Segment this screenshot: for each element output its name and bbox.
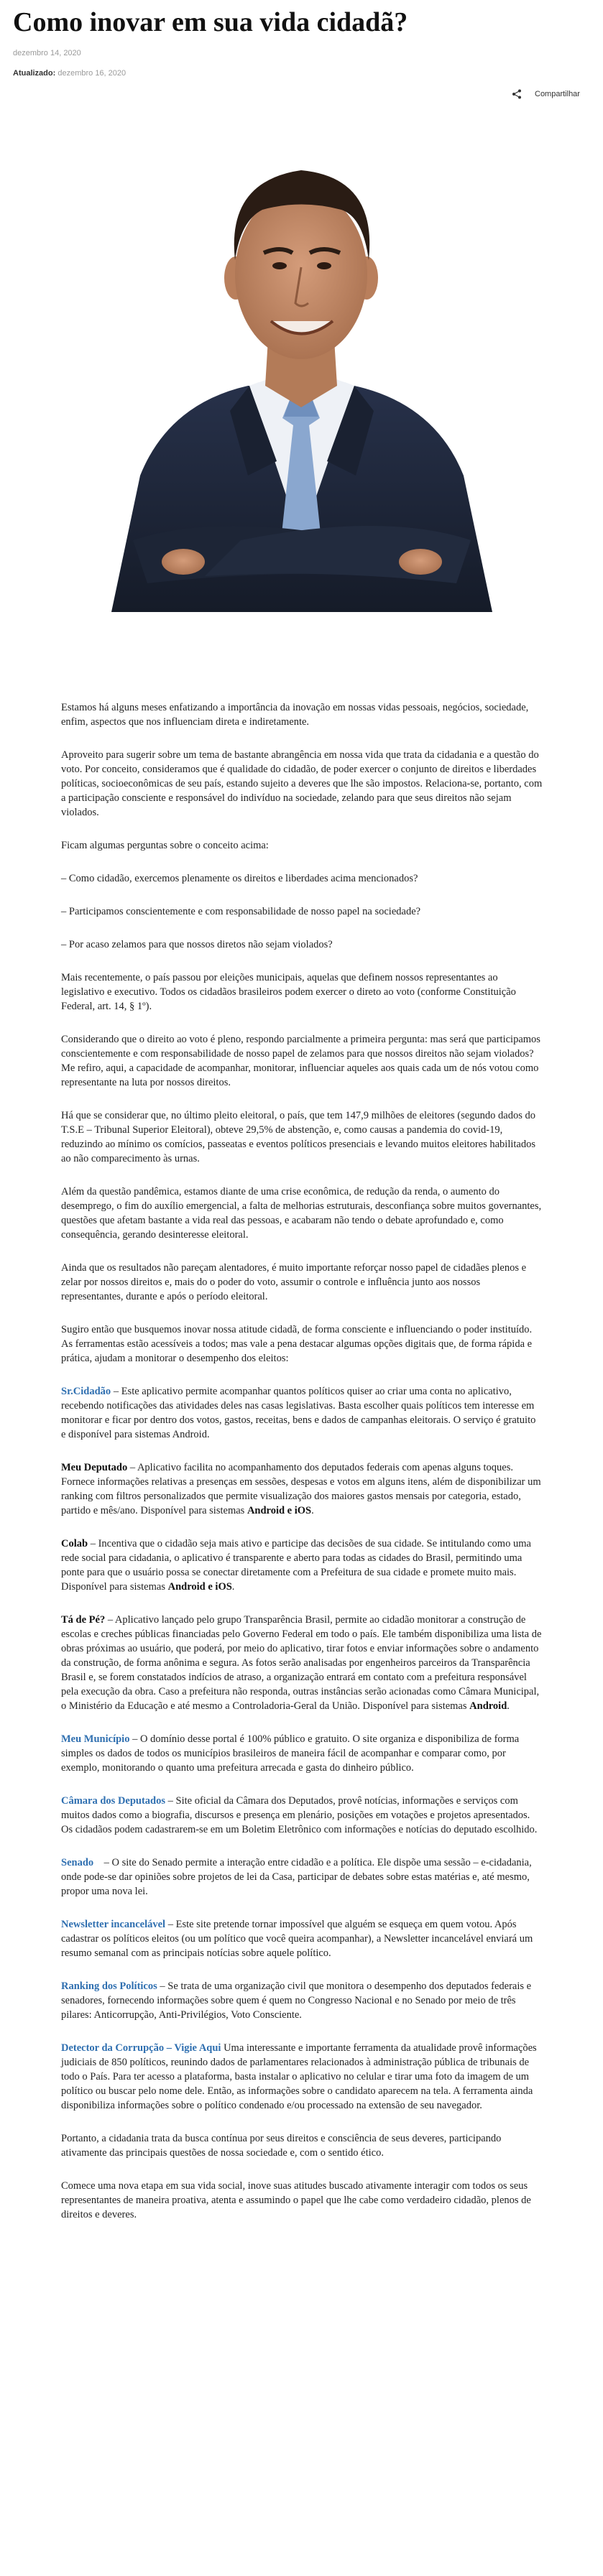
paragraph: Há que se considerar que, no último pleito eleitoral, o país, que tem 147,9 milhões de eleitores (segundo dados do T.S.E – Tribunal Superior Eleitoral), obteve 29,5% de abstenção, e, como causas a pandemia do covid-19, reduzindo ao mínimo os comícios, passeatas e eventos políticos presenciais e levando muitos eleitores habilitados ao não comparecimento às urnas. — [61, 1110, 535, 1164]
tool-description: – Site oficial da Câmara dos Deputados, provê notícias, informações e serviços com muitos dados como a biografia, discursos e presença em plenário, posições em votações e projetos apresentados. Os cidadãos podem cadastrarem-se em um Boletim Eletrônico com informações e notícias do deputado escolhido. — [61, 1795, 538, 1835]
paragraph: Estamos há alguns meses enfatizando a importância da inovação em nossas vidas pessoais, negócios, sociedade, enfim, aspectos que nos influenciam direta e indiretamente. — [61, 702, 529, 728]
tool-description-end: . — [311, 1505, 314, 1516]
tool-name-meu-deputado: Meu Deputado — [61, 1462, 128, 1473]
tool-link-meu-municipio[interactable]: Meu Município — [61, 1733, 130, 1745]
tool-link-ranking-dos-politicos[interactable]: Ranking dos Políticos — [61, 1980, 157, 1992]
tool-name-ta-de-pe: Tá de Pé? — [61, 1614, 106, 1626]
paragraph: Comece uma nova etapa em sua vida social, inove suas atitudes buscado ativamente interagir com todos os seus representantes de maneira proativa, atenta e assumindo o papel que lhe cabe como verdadeiro cidadão, plenos de direitos e deveres. — [61, 2180, 531, 2220]
author-portrait-image — [61, 138, 541, 612]
paragraph: Além da questão pandêmica, estamos diante de uma crise econômica, de redução da renda, o aumento do desemprego, o fim do auxílio emergencial, a falta de melhorias estruturais, desconfiança sobre muitos governantes, questões que afetam bastante a vida real das pessoas, e acabaram não tendo o debate aprofundado e, como consequência, gerando desinteresse eleitoral. — [61, 1186, 542, 1241]
paragraph: Portanto, a cidadania trata da busca contínua por seus direitos e consciência de seus deveres, participando ativamente das principais questões de nossa sociedade e, com o sentido ético. — [61, 2133, 502, 2159]
tool-description-end: . — [507, 1700, 510, 1712]
updated-date — [13, 69, 126, 78]
tool-platforms: Android e iOS — [167, 1581, 232, 1593]
updated-label: Atualizado: — [13, 69, 56, 78]
tool-item-ranking-dos-politicos — [61, 1979, 543, 2022]
tool-description: – O domínio desse portal é 100% público e gratuito. O site organiza e disponibiliza de forma simples os dados de todos os municípios brasileiros de maneira fácil de acompanhar e comparar como, por exemplo, monitorando o quanto uma prefeitura arrecada e gasta do dinheiro público. — [61, 1733, 520, 1774]
tool-link-senado[interactable]: Senado — [61, 1857, 94, 1868]
share-button[interactable] — [512, 89, 580, 99]
tool-description: – Incentiva que o cidadão seja mais ativo e participe das decisões de sua cidade. Se intitulando como uma rede social para cidadania, o aplicativo é transparente e aberto para todas as cidades do Brasil, permitindo uma ponte para que o usuário possa se conectar diretamente com a Prefeitura de sua cidade e promete muito mais. Disponível para sistemas — [61, 1538, 531, 1593]
tool-item-sr-cidadao — [61, 1384, 543, 1442]
tool-link-newsletter[interactable]: Newsletter incancelável — [61, 1919, 166, 1930]
paragraph: Considerando que o direito ao voto é pleno, respondo parcialmente a primeira pergunta: mas será que participamos conscientemente e com responsabilidade de nosso papel de zelamos para que nossos direitos não sejam violados? Me refiro, aqui, a capacidade de acompanhar, monitorar, influenciar aqueles aos quais cada um de nós votou como representante na luta por nossos direitos. — [61, 1034, 540, 1088]
tool-platforms: Android — [469, 1700, 507, 1712]
tool-item-camara-dos-deputados — [61, 1794, 543, 1837]
tool-link-sr-cidadao[interactable]: Sr.Cidadão — [61, 1386, 111, 1397]
paragraph: – Como cidadão, exercemos plenamente os direitos e liberdades acima mencionados? — [61, 873, 418, 884]
paragraph: Ainda que os resultados não pareçam alentadores, é muito importante reforçar nosso papel de cidadães plenos e zelar por nossos direitos e, mais do o poder do voto, assumir o controle e influência junto aos nossos representantes, durante e após o período eleitoral. — [61, 1262, 527, 1302]
tool-item-meu-deputado — [61, 1460, 543, 1518]
paragraph: Sugiro então que busquemos inovar nossa atitude cidadã, de forma consciente e influenciando o poder instituído. As ferramentas estão acessíveis a todos; mas vale a pena destacar algumas opções digitais que, de forma rápida e prática, ajudam a monitorar o desempenho dos eleitos: — [61, 1324, 533, 1364]
tool-description: – Aplicativo facilita no acompanhamento dos deputados federais com apenas alguns toques. Fornece informações relativas a presenças em sessões, despesas e votos em alguns itens, além de disponibilizar um ranking com filtros personalizados que permite visualização dos maiores gastos mensais por categoria, estado, partido e mês/ano. Disponível para sistemas — [61, 1462, 541, 1516]
paragraph: – Por acaso zelamos para que nossos diretos não sejam violados? — [61, 939, 333, 950]
tool-description: – Este site pretende tornar impossível que alguém se esqueça em quem votou. Após cadastrar os políticos eleitos (ou um político que você queira acompanhar), a Newsletter incancelável enviará um resumo semanal com as principais notícias sobre aquele político. — [61, 1919, 533, 1959]
paragraph: Aproveito para sugerir sobre um tema de bastante abrangência em nossa vida que trata da cidadania e a questão do voto. Por conceito, consideramos que é qualidade do cidadão, de poder exercer o conjunto de direitos e liberdades políticas, socioeconômicas de seu país, estando sujeito a deveres que lhe são impostos. Relaciona-se, portanto, com a participação consciente e responsável do indivíduo na sociedade, zelando para que seus direitos não sejam violados. — [61, 749, 543, 818]
author-photo — [61, 138, 541, 612]
share-icon — [512, 89, 522, 99]
tool-platforms: Android e iOS — [247, 1505, 312, 1516]
tool-item-meu-municipio — [61, 1732, 543, 1775]
tool-description-end: . — [231, 1581, 235, 1593]
publish-date: dezembro 14, 2020 — [13, 49, 81, 57]
paragraph: Mais recentemente, o país passou por eleições municipais, aquelas que definem nossos representantes ao legislativo e executivo. Todos os cidadãos brasileiros podem exercer o direto ao voto (conforme Constituição Federal, art. 14, § 1º). — [61, 972, 516, 1012]
tool-description: – Aplicativo lançado pelo grupo Transparência Brasil, permite ao cidadão monitorar a construção de escolas e creches públicas financiadas pelo Governo Federal em todo o país. Ele também disponibiliza uma lista de obras próximas ao usuário, que poderá, por meio do aplicativo, tirar fotos e enviar informações sobre o andamento da construção, de forma anônima e segura. As fotos serão analisadas por engenheiros parceiros da Transparência Brasil e, se forem constatados indícios de atraso, a organização entrará em contato com a prefeitura responsável pela execução da obra. Caso a prefeitura não responda, outras instâncias serão acionadas como Câmara Municipal, o Ministério da Educação e até mesmo a Controladoria-Geral da União. Disponível para sistemas — [61, 1614, 542, 1712]
paragraph: Ficam algumas perguntas sobre o conceito acima: — [61, 840, 269, 851]
tool-item-senado — [61, 1855, 543, 1899]
tool-description: – Se trata de uma organização civil que monitora o desempenho dos deputados federais e senadores, fornecendo informações sobre quem é quem no Congresso Nacional e no Senado por meio de três pilares: Anticorrupção, Anti-Privilégios, Voto Consciente. — [61, 1980, 532, 2021]
tool-description: Uma interessante e importante ferramenta da atualidade provê informações judiciais de 850 políticos, reunindo dados de parlamentares relacionados à administração pública de tribunais de todo o País. Para ter acesso a plataforma, basta instalar o aplicativo no celular e tirar uma foto da imagem de um político ou buscar pelo nome dele. Então, as informações sobre o candidato aparecem na tela. A ferramenta ainda disponibiliza informações sobre o político condenado e/ou processado na extensão de seu navegador. — [61, 2042, 537, 2111]
tool-item-ta-de-pe — [61, 1613, 543, 1713]
tool-item-detector-da-corrupcao — [61, 2041, 543, 2113]
tool-description: – Este aplicativo permite acompanhar quantos políticos quiser ao criar uma conta no aplicativo, recebendo notificações das atividades deles nas casas legislativas. Basta escolher quais políticos tem interesse em monitorar e ficar por dentro dos votos, gastos, receitas, bens e dados de campanhas eleitorais. O serviço é gratuito e disponível para sistemas Android. — [61, 1386, 536, 1440]
share-label: Compartilhar — [535, 90, 580, 98]
tool-link-detector-da-corrupcao[interactable]: Detector da Corrupção – Vigie Aqui — [61, 2042, 221, 2054]
paragraph: – Participamos conscientemente e com responsabilidade de nosso papel na sociedade? — [61, 906, 421, 917]
tool-item-newsletter — [61, 1917, 543, 1960]
article-body — [61, 700, 543, 2241]
tool-item-colab — [61, 1537, 543, 1594]
tool-link-camara-dos-deputados[interactable]: Câmara dos Deputados — [61, 1795, 166, 1807]
tool-description: – O site do Senado permite a interação entre cidadão e a política. Ele dispõe uma sessão – e-cidadania, onde pode-se dar opiniões sobre projetos de lei da Casa, participar de debates sobre estas matérias e, até mesmo, propor uma nova lei. — [61, 1857, 535, 1897]
tool-name-colab: Colab — [61, 1538, 88, 1549]
page-title: Como inovar em sua vida cidadã? — [13, 7, 408, 37]
updated-value: dezembro 16, 2020 — [57, 69, 126, 78]
